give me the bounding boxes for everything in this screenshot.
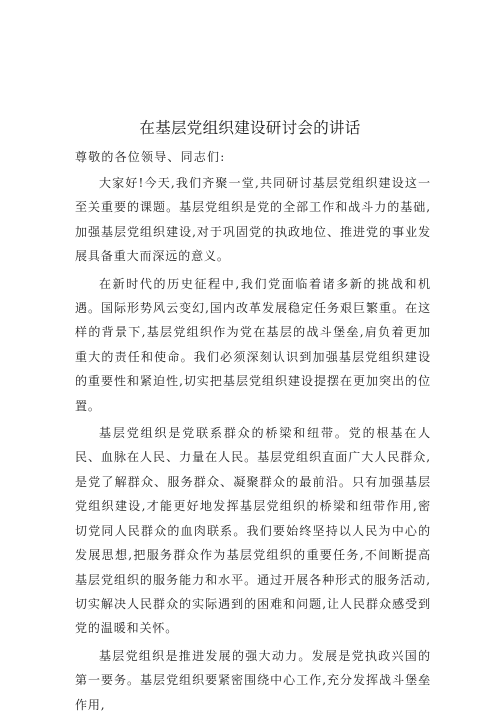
document-title: 在基层党组织建设研讨会的讲话 xyxy=(139,119,361,137)
paragraph-4: 基层党组织是推进发展的强大动力。发展是党执政兴国的第一要务。基层党组织要紧密围绕中心工作,充分发挥战斗堡垒作用, xyxy=(75,648,431,712)
paragraph-1: 大家好!今天,我们齐聚一堂,共同研讨基层党组织建设这一至关重要的课题。基层党组织是党的全部工作和战斗力的基础,加强基层党组织建设,对于巩固党的执政地位、推进党的事业发展具备重大而深远的意义。 xyxy=(75,176,431,264)
paragraph-2: 在新时代的历史征程中,我们党面临着诸多新的挑战和机遇。国际形势风云变幻,国内改革发展稳定任务艰巨繁重。在这样的背景下,基层党组织作为党在基层的战斗堡垒,肩负着更加重大的责任和使命。我们必须深刻认识到加强基层党组织建设的重要性和紧迫性,切实把基层党组织建设提摆在更加突出的位置。 xyxy=(75,276,431,413)
paragraph-3: 基层党组织是党联系群众的桥梁和纽带。党的根基在人民、血脉在人民、力量在人民。基层党组织直面广大人民群众,是党了解群众、服务群众、凝聚群众的最前沿。只有加强基层党组织建设,才能更好地发挥基层党组织的桥梁和纽带作用,密切党同人民群众的血肉联系。我们要始终坚持以人民为中心的发展思想,把服务群众作为基层党组织的重要任务,不间断提高基层党组织的服务能力和水平。通过开展各种形式的服务活动,切实解决人民群众的实际遇到的困难和问题,让人民群众感受到党的温暖和关怀。 xyxy=(75,426,431,636)
document-body xyxy=(75,171,431,717)
salutation: 尊敬的各位领导、同志们: xyxy=(75,150,226,164)
